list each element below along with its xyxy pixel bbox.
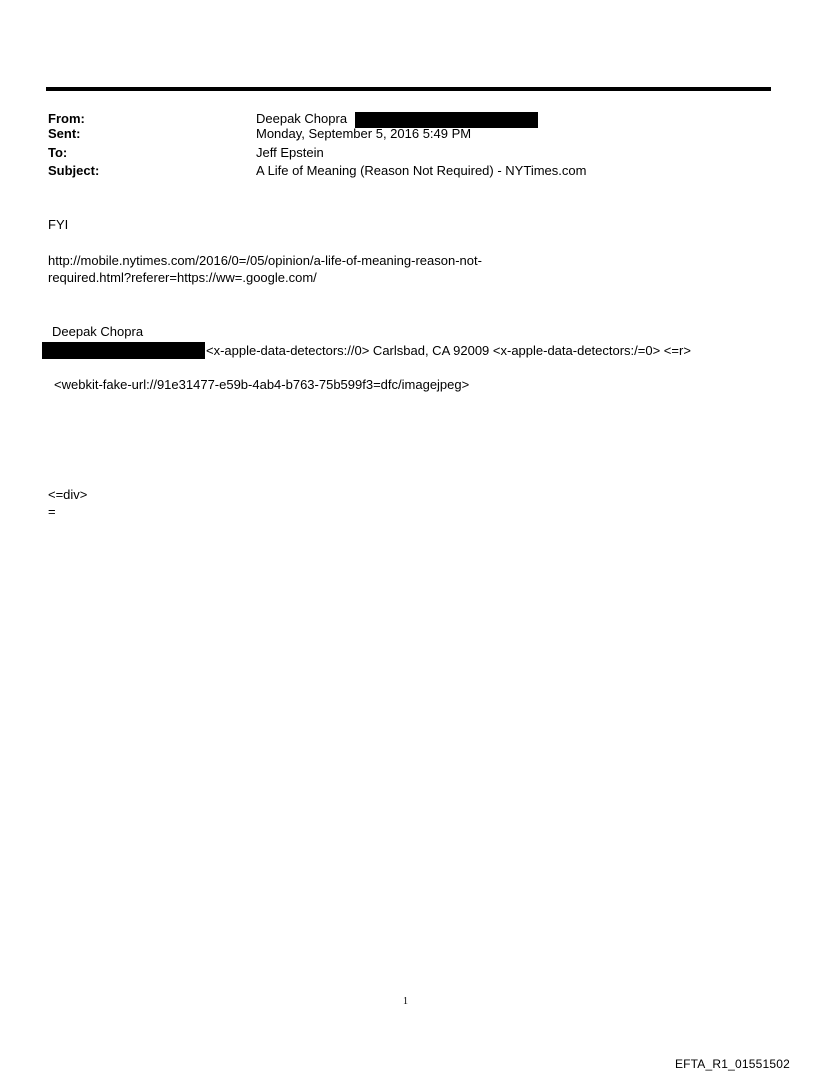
address-redaction-block xyxy=(42,342,205,359)
to-value: Jeff Epstein xyxy=(256,145,324,160)
webkit-url-line: <webkit-fake-url://91e31477-e59b-4ab4-b763-75b599f3=dfc/imagejpeg> xyxy=(54,377,470,392)
from-value: Deepak Chopra xyxy=(256,111,348,126)
subject-label: Subject: xyxy=(48,163,100,178)
equals-line: = xyxy=(48,504,56,519)
sent-label: Sent: xyxy=(48,126,81,141)
header-divider xyxy=(46,87,771,91)
url-line-1: http://mobile.nytimes.com/2016/0=/05/opinion/a-life-of-meaning-reason-not- xyxy=(48,253,482,268)
greeting-text: FYI xyxy=(48,217,69,232)
signature-name: Deepak Chopra xyxy=(52,324,144,339)
bates-number: EFTA_R1_01551502 xyxy=(674,1057,790,1071)
sent-value: Monday, September 5, 2016 5:49 PM xyxy=(256,126,472,141)
div-tag-line: <=div> xyxy=(48,487,88,502)
subject-value: A Life of Meaning (Reason Not Required) - NYTimes.com xyxy=(256,163,587,178)
address-line: <x-apple-data-detectors://0> Carlsbad, CA 92009 <x-apple-data-detectors:/=0> <=r> xyxy=(206,343,691,358)
page-number: 1 xyxy=(403,996,408,1007)
from-label: From: xyxy=(48,111,85,126)
url-line-2: required.html?referer=https://ww=.google.com/ xyxy=(48,270,317,285)
to-label: To: xyxy=(48,145,68,160)
